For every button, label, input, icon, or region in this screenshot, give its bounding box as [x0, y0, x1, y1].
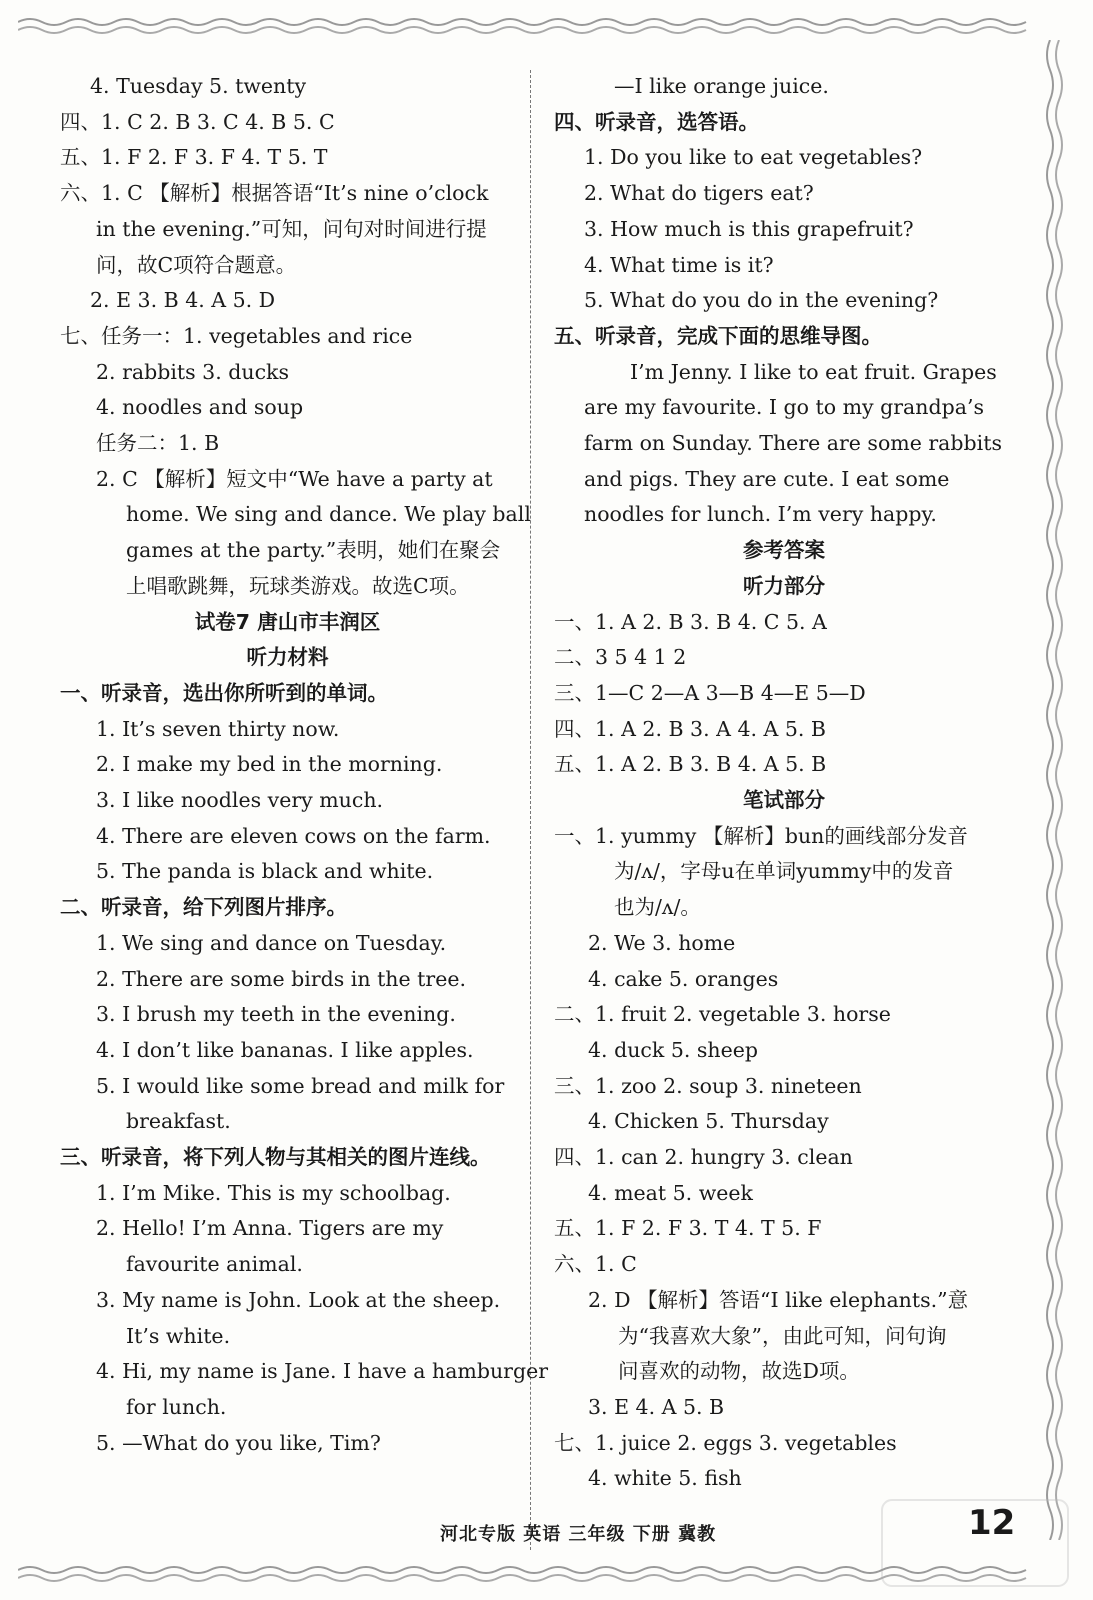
right-line: 5. What do you do in the evening?	[584, 288, 939, 313]
left-line: It’s white.	[126, 1323, 231, 1348]
right-line: and pigs. They are cute. I eat some	[584, 466, 950, 491]
left-line: in the evening.”可知，问句对时间进行提	[96, 216, 487, 241]
left-line: 3. My name is John. Look at the sheep.	[96, 1287, 501, 1312]
right-line: 三、1. zoo 2. soup 3. nineteen	[554, 1073, 862, 1098]
right-line: 4. duck 5. sheep	[588, 1037, 759, 1062]
left-line: 四、1. C 2. B 3. C 4. B 5. C	[60, 109, 335, 134]
left-line: 六、1. C 【解析】根据答语“It’s nine o’clock	[60, 181, 489, 206]
left-line: 七、任务一：1. vegetables and rice	[60, 323, 413, 348]
left-line: games at the party.”表明，她们在聚会	[126, 538, 501, 563]
right-line: 4. meat 5. week	[588, 1180, 753, 1205]
right-line: 一、1. yummy 【解析】bun的画线部分发音	[554, 823, 968, 848]
bottom-wave-border	[18, 1562, 1038, 1588]
left-line: 2. There are some birds in the tree.	[96, 966, 466, 991]
left-line: 3. I brush my teeth in the evening.	[96, 1002, 456, 1027]
left-line: 5. —What do you like, Tim?	[96, 1430, 381, 1455]
left-line: 2. rabbits 3. ducks	[96, 359, 289, 384]
left-line: 4. noodles and soup	[96, 395, 304, 420]
left-line: for lunch.	[126, 1394, 227, 1419]
right-line: 二、1. fruit 2. vegetable 3. horse	[554, 1002, 891, 1027]
left-line: 1. I’m Mike. This is my schoolbag.	[96, 1180, 451, 1205]
right-line: 六、1. C	[554, 1252, 637, 1277]
left-line: 二、听录音，给下列图片排序。	[60, 895, 347, 920]
right-line: 七、1. juice 2. eggs 3. vegetables	[554, 1430, 897, 1455]
right-line: 三、1—C 2—A 3—B 4—E 5—D	[554, 680, 866, 705]
right-line: farm on Sunday. There are some rabbits	[584, 431, 1002, 455]
left-line: 5. The panda is black and white.	[96, 859, 434, 884]
left-line: 4. There are eleven cows on the farm.	[96, 823, 491, 848]
right-line: 为“我喜欢大象”，由此可知，问句询	[618, 1323, 947, 1348]
column-divider	[530, 70, 531, 1550]
left-line: 问，故C项符合题意。	[96, 252, 297, 277]
left-line: 2. E 3. B 4. A 5. D	[90, 288, 276, 313]
right-line: —I like orange juice.	[614, 74, 829, 98]
right-wave-border	[1040, 40, 1070, 1540]
right-line: 3. How much is this grapefruit?	[584, 216, 914, 241]
left-line: 3. I like noodles very much.	[96, 788, 384, 812]
left-line: 听力材料	[246, 645, 329, 670]
right-line: 2. We 3. home	[588, 930, 736, 955]
left-line: 上唱歌跳舞，玩球类游戏。故选C项。	[126, 573, 470, 598]
left-line: favourite animal.	[126, 1252, 303, 1277]
left-line: 试卷7 唐山市丰润区	[194, 609, 381, 634]
right-line: 4. cake 5. oranges	[588, 966, 779, 991]
right-line: 四、1. A 2. B 3. A 4. A 5. B	[554, 716, 826, 741]
right-line: 二、3 5 4 1 2	[554, 645, 687, 670]
right-line: 也为/ʌ/。	[614, 895, 701, 920]
right-line: 2. D 【解析】答语“I like elephants.”意	[588, 1287, 969, 1312]
left-line: 5. I would like some bread and milk for	[96, 1073, 505, 1098]
left-line: 1. We sing and dance on Tuesday.	[96, 930, 447, 955]
right-line: noodles for lunch. I’m very happy.	[584, 502, 937, 527]
right-line: 五、听录音，完成下面的思维导图。	[554, 323, 882, 348]
right-line: 四、1. can 2. hungry 3. clean	[554, 1145, 853, 1169]
left-line: home. We sing and dance. We play ball	[126, 502, 531, 527]
right-line: 4. What time is it?	[584, 252, 774, 277]
footer-edition-info: 河北专版 英语 三年级 下册 冀教	[440, 1524, 717, 1545]
right-line: I’m Jenny. I like to eat fruit. Grapes	[630, 359, 997, 384]
right-line: 2. What do tigers eat?	[584, 181, 814, 206]
right-line: 参考答案	[743, 538, 825, 563]
right-line: 为/ʌ/，字母u在单词yummy中的发音	[614, 859, 954, 884]
right-line: 听力部分	[743, 573, 825, 598]
right-line: 1. Do you like to eat vegetables?	[584, 145, 923, 170]
left-line: breakfast.	[126, 1109, 231, 1134]
left-line: 4. Hi, my name is Jane. I have a hamburger	[96, 1359, 549, 1384]
left-line: 2. C 【解析】短文中“We have a party at	[96, 466, 493, 491]
left-line: 4. I don’t like bananas. I like apples.	[96, 1037, 474, 1062]
right-line: 五、1. A 2. B 3. B 4. A 5. B	[554, 752, 827, 777]
left-line: 任务二：1. B	[96, 431, 220, 455]
right-line: 4. white 5. fish	[588, 1466, 742, 1491]
top-wave-border	[18, 14, 1038, 40]
left-line: 1. It’s seven thirty now.	[96, 716, 340, 741]
left-line: 2. Hello! I’m Anna. Tigers are my	[96, 1216, 444, 1241]
left-line: 2. I make my bed in the morning.	[96, 752, 443, 777]
right-line: 一、1. A 2. B 3. B 4. C 5. A	[554, 609, 827, 634]
left-line: 4. Tuesday 5. twenty	[90, 74, 307, 98]
left-line: 三、听录音，将下列人物与其相关的图片连线。	[60, 1145, 491, 1169]
left-line: 五、1. F 2. F 3. F 4. T 5. T	[60, 145, 328, 170]
right-line: 四、听录音，选答语。	[554, 109, 759, 134]
left-line: 一、听录音，选出你所听到的单词。	[60, 680, 388, 705]
right-line: 3. E 4. A 5. B	[588, 1394, 725, 1419]
page-number: 12	[968, 1503, 1016, 1543]
right-line: 4. Chicken 5. Thursday	[588, 1109, 829, 1134]
right-line: 问喜欢的动物，故选D项。	[618, 1359, 860, 1384]
right-line: 五、1. F 2. F 3. T 4. T 5. F	[554, 1216, 822, 1241]
right-line: are my favourite. I go to my grandpa’s	[584, 395, 984, 420]
right-line: 笔试部分	[743, 788, 825, 812]
